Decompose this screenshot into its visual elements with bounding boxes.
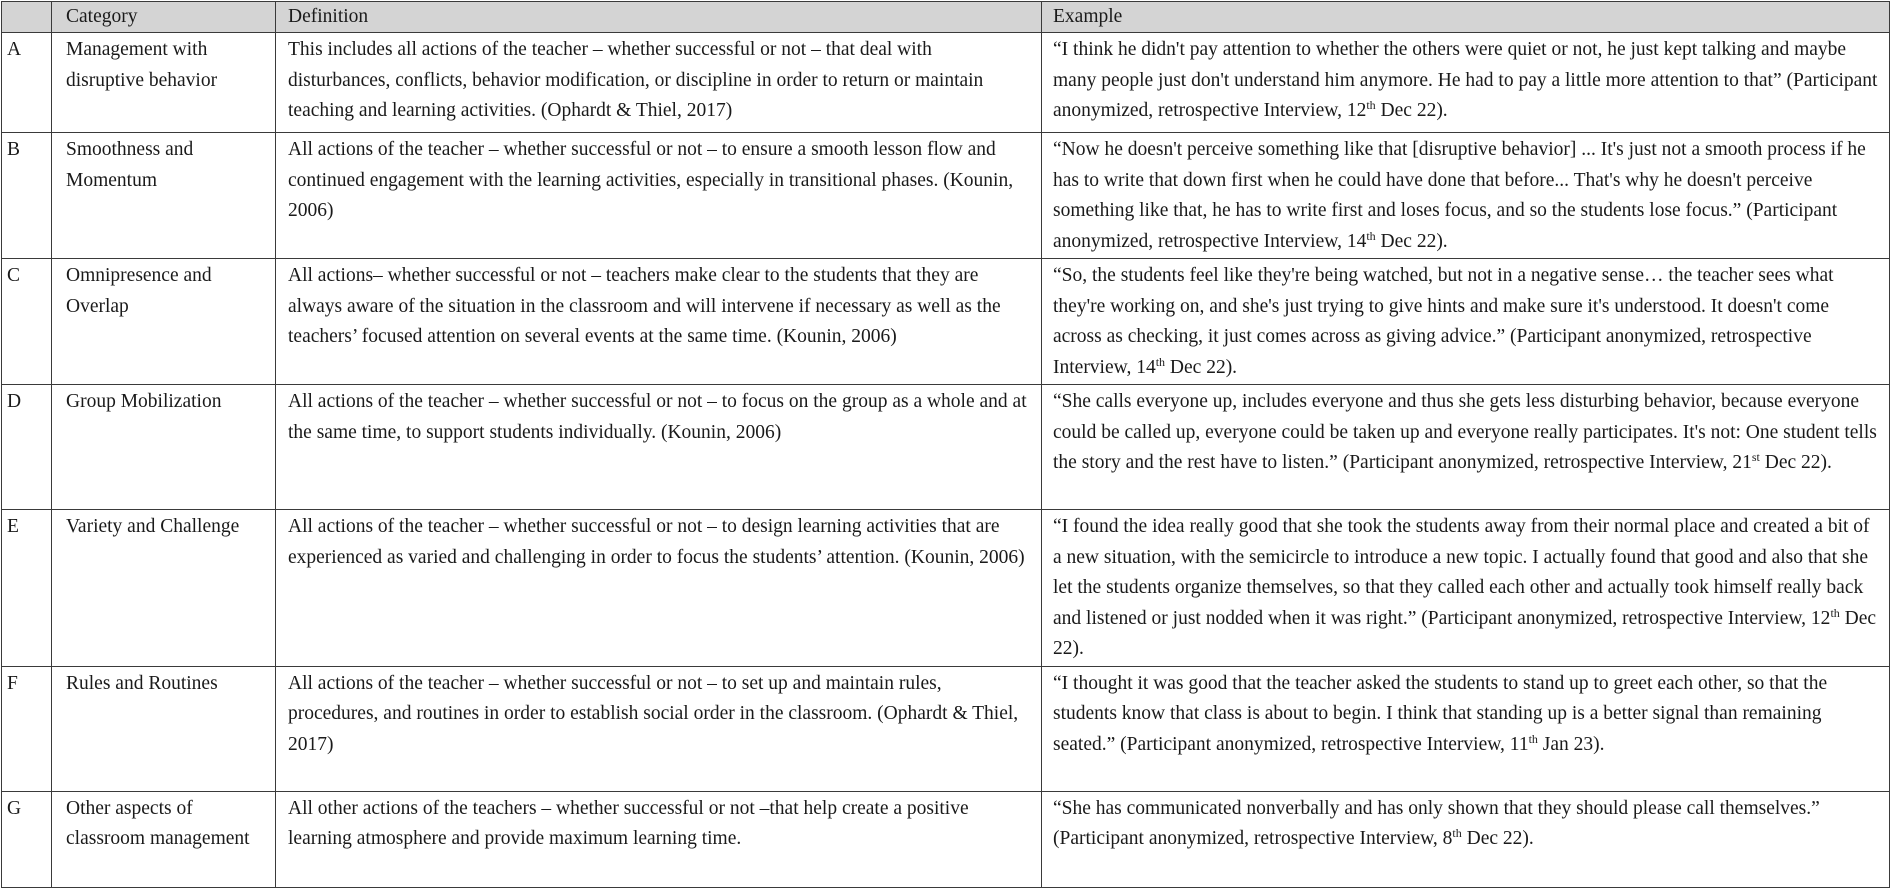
- row-example: [1042, 510, 1890, 667]
- row-example: [1042, 33, 1890, 133]
- example-text: “Now he doesn't perceive something like that [disruptive behavior] ... It's just not a smooth process if he has to write that down first when he could have done that before... That's why he doesn't perceive something like that, he has to write first and loses focus, and so the students lose focus.” (Participant anonymized, retrospective Interview, 14: [1053, 139, 1866, 252]
- row-category: Group Mobilization: [52, 385, 276, 510]
- ordinal-suffix: th: [1155, 354, 1166, 369]
- row-example: [1042, 385, 1890, 510]
- table-row: [2, 666, 1890, 791]
- ordinal-suffix: th: [1366, 228, 1376, 243]
- example-tail: Dec 22).: [1053, 607, 1877, 659]
- row-definition: All actions of the teacher – whether successful or not – to focus on the group as a whole and at the same time, to support students individually. (Kounin, 2006): [276, 385, 1042, 510]
- row-definition: This includes all actions of the teacher – whether successful or not – that deal with disturbances, conflicts, behavior modification, or discipline in order to return or maintain teaching and learning activities. (Ophardt & Thiel, 2017): [276, 33, 1042, 133]
- row-letter: F: [2, 666, 52, 791]
- header-example: Example: [1042, 2, 1890, 33]
- row-category: Other aspects of classroom management: [52, 791, 276, 887]
- row-letter: E: [2, 510, 52, 667]
- row-category: Variety and Challenge: [52, 510, 276, 667]
- header-row: [2, 2, 1890, 33]
- table-row: [2, 133, 1890, 259]
- example-text: “She calls everyone up, includes everyone and thus she gets less disturbing behavior, because everyone could be called up, everyone could be taken up and everyone really participates. It's not: One student tells the story and the rest have to listen.” (Participant anonymized, retrospective Interview, 21: [1053, 391, 1877, 473]
- row-letter: D: [2, 385, 52, 510]
- row-category: Management with disruptive behavior: [52, 33, 276, 133]
- row-example: [1042, 791, 1890, 887]
- ordinal-suffix: th: [1830, 605, 1840, 620]
- table-body: [2, 33, 1890, 888]
- row-letter: C: [2, 259, 52, 385]
- row-category: Omnipresence and Overlap: [52, 259, 276, 385]
- example-tail: Dec 22).: [1165, 356, 1238, 378]
- table-row: [2, 510, 1890, 667]
- example-tail: Dec 22).: [1375, 100, 1448, 121]
- row-definition: All actions of the teacher – whether successful or not – to design learning activities that are experienced as varied and challenging in order to focus the students’ attention. (Kounin, 2006): [276, 510, 1042, 667]
- table-row: [2, 385, 1890, 510]
- row-category: Smoothness and Momentum: [52, 133, 276, 259]
- ordinal-suffix: th: [1452, 826, 1462, 840]
- row-definition: All other actions of the teachers – whether successful or not –that help create a positive learning atmosphere and provide maximum learning time.: [276, 791, 1042, 887]
- example-text: “She has communicated nonverbally and has only shown that they should please call themselves.” (Participant anonymized, retrospective Interview, 8: [1053, 797, 1820, 849]
- example-tail: Dec 22).: [1375, 230, 1448, 252]
- example-tail: Dec 22).: [1461, 828, 1534, 849]
- row-letter: G: [2, 791, 52, 887]
- row-example: [1042, 259, 1890, 385]
- header-definition: Definition: [276, 2, 1042, 33]
- row-letter: B: [2, 133, 52, 259]
- classroom-management-categories-table: [1, 1, 1890, 888]
- row-example: [1042, 666, 1890, 791]
- row-letter: A: [2, 33, 52, 133]
- table-header: [2, 2, 1890, 33]
- example-tail: Jan 23).: [1537, 733, 1605, 755]
- row-example: [1042, 133, 1890, 259]
- table-row: [2, 791, 1890, 887]
- row-definition: All actions of the teacher – whether successful or not – to ensure a smooth lesson flow and continued engagement with the learning activities, especially in transitional phases. (Kounin, 2006): [276, 133, 1042, 259]
- row-category: Rules and Routines: [52, 666, 276, 791]
- ordinal-suffix: th: [1366, 98, 1376, 112]
- ordinal-suffix: st: [1751, 450, 1760, 464]
- example-text: “I think he didn't pay attention to whether the others were quiet or not, he just kept talking and maybe many people just don't understand him anymore. He had to pay a little more attention to that” (Participant anonymized, retrospective Interview, 12: [1053, 39, 1878, 121]
- row-definition: All actions of the teacher – whether successful or not – to set up and maintain rules, procedures, and routines in order to establish social order in the classroom. (Ophardt & Thiel, 2017): [276, 666, 1042, 791]
- example-tail: Dec 22).: [1759, 452, 1832, 473]
- header-letter: [2, 2, 52, 33]
- table-row: [2, 259, 1890, 385]
- table-row: [2, 33, 1890, 133]
- example-text: “So, the students feel like they're being watched, but not in a negative sense… the teacher sees what they're working on, and she's just trying to give hints and make sure it's understood. It doesn't come across as checking, it just comes across as giving advice.” (Participant anonymized, retrospective Interview, 14: [1053, 265, 1834, 378]
- header-category: Category: [52, 2, 276, 33]
- row-definition: All actions– whether successful or not – teachers make clear to the students that they are always aware of the situation in the classroom and will intervene if necessary as well as the teachers’ focused attention on several events at the same time. (Kounin, 2006): [276, 259, 1042, 385]
- example-text: “I thought it was good that the teacher asked the students to stand up to greet each other, so that the students know that class is about to begin. I think that standing up is a better signal than remaining seated.” (Participant anonymized, retrospective Interview, 11: [1053, 672, 1828, 755]
- example-text: “I found the idea really good that she took the students away from their normal place and created a bit of a new situation, with the semicircle to introduce a new topic. I actually found that good and also that she let the students organize themselves, so that they called each other and actually took himself really back and listened or just nodded when it was right.” (Participant anonymized, retrospective Interview, 12: [1053, 516, 1870, 629]
- ordinal-suffix: th: [1528, 731, 1538, 746]
